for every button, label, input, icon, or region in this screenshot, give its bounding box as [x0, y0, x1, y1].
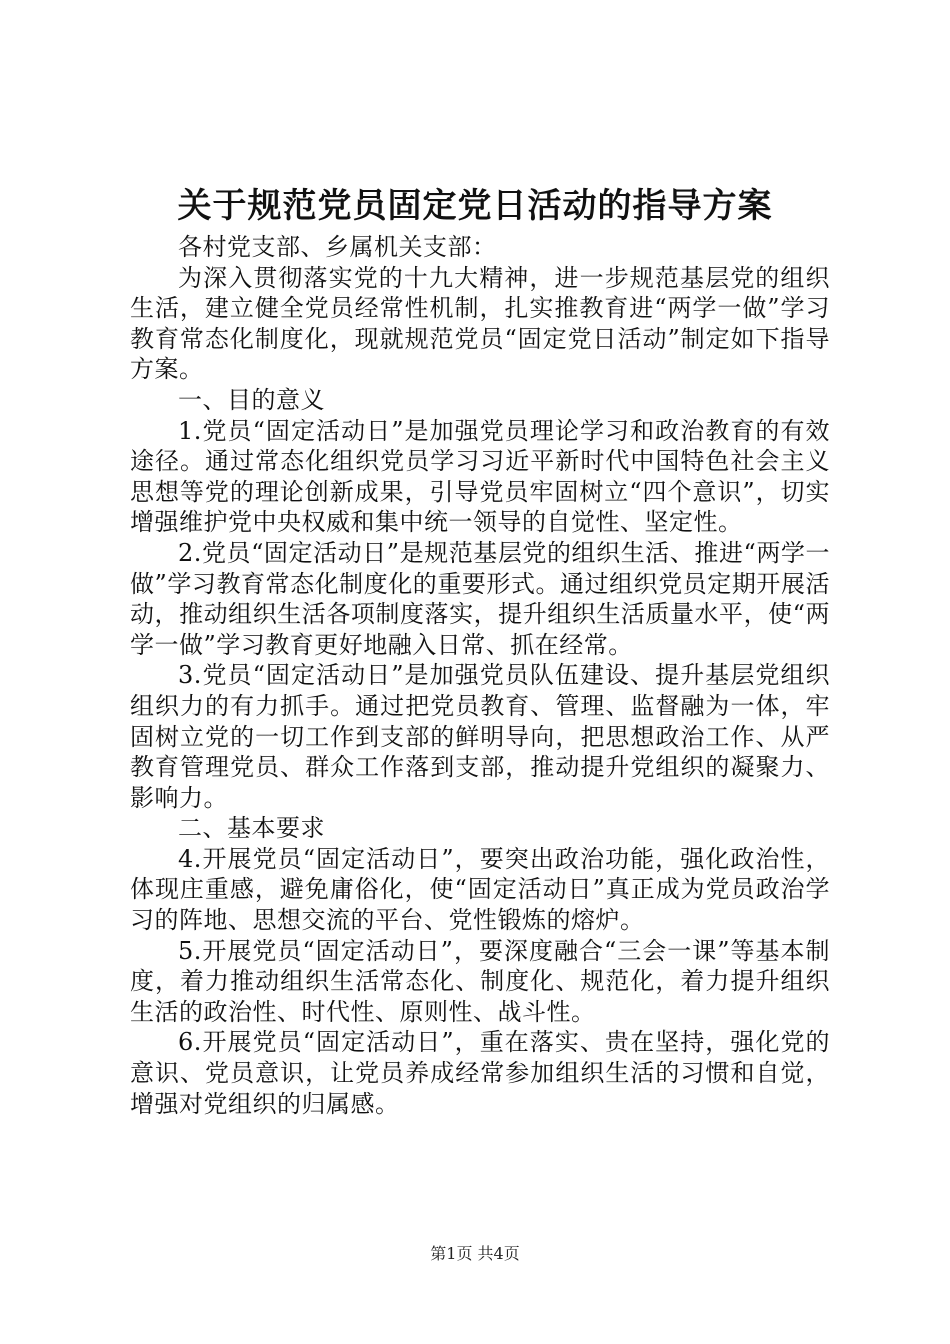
document-body	[130, 232, 830, 1119]
intro-paragraph: 为深入贯彻落实党的十九大精神，进一步规范基层党的组织生活，建立健全党员经常性机制，扎实推教育进“两学一做”学习教育常态化制度化，现就规范党员“固定党日活动”制定如下指导方案。	[130, 263, 830, 384]
item-paragraph-2: 2.党员“固定活动日”是规范基层党的组织生活、推进“两学一做”学习教育常态化制度化的重要形式。通过组织党员定期开展活动，推动组织生活各项制度落实，提升组织生活质量水平，使“两学一做”学习教育更好地融入日常、抓在经常。	[130, 538, 830, 659]
page-footer: 第1页 共4页	[430, 1244, 520, 1263]
item-paragraph-5: 5.开展党员“固定活动日”，要深度融合“三会一课”等基本制度，着力推动组织生活常态化、制度化、规范化，着力提升组织生活的政治性、时代性、原则性、战斗性。	[130, 936, 830, 1026]
item-paragraph-1: 1.党员“固定活动日”是加强党员理论学习和政治教育的有效途径。通过常态化组织党员学习习近平新时代中国特色社会主义思想等党的理论创新成果，引导党员牢固树立“四个意识”，切实增强维护党中央权威和集中统一领导的自觉性、坚定性。	[130, 416, 830, 537]
item-paragraph-3: 3.党员“固定活动日”是加强党员队伍建设、提升基层党组织组织力的有力抓手。通过把党员教育、管理、监督融为一体，牢固树立党的一切工作到支部的鲜明导向，把思想政治工作、从严教育管理党员、群众工作落到支部，推动提升党组织的凝聚力、影响力。	[130, 661, 830, 812]
document-title: 关于规范党员固定党日活动的指导方案	[177, 186, 773, 226]
section-heading-purpose: 一、目的意义	[178, 385, 325, 414]
item-paragraph-6: 6.开展党员“固定活动日”，重在落实、贵在坚持，强化党的意识、党员意识，让党员养成经常参加组织生活的习惯和自觉，增强对党组织的归属感。	[130, 1028, 830, 1118]
salutation-paragraph: 各村党支部、乡属机关支部：	[178, 233, 497, 261]
item-paragraph-4: 4.开展党员“固定活动日”，要突出政治功能，强化政治性，体现庄重感，避免庸俗化，使“固定活动日”真正成为党员政治学习的阵地、思想交流的平台、党性锻炼的熔炉。	[130, 844, 830, 935]
section-heading-requirements: 二、基本要求	[178, 814, 325, 843]
